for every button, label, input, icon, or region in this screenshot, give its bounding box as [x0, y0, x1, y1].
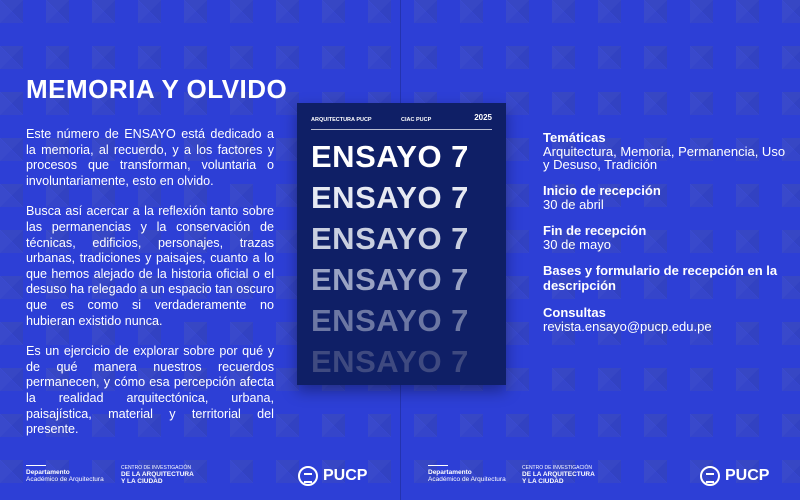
cover-title-5: ENSAYO 7	[311, 303, 469, 338]
bases-label: Bases y formulario de recepción en la descripción	[543, 263, 778, 293]
fin-block	[543, 223, 788, 251]
consultas-label: Consultas	[543, 305, 606, 320]
cover-header	[311, 113, 492, 127]
center-line-2-right: DE LA ARQUITECTURA	[522, 471, 595, 478]
info-column	[543, 130, 788, 345]
inicio-value: 30 de abril	[543, 197, 604, 212]
cover-rule	[311, 129, 492, 130]
pucp-wordmark-right: PUCP	[725, 467, 770, 484]
paragraph-3: Es un ejercicio de explorar sobre por qué y de qué manera nuestros recuerdos permanecen, y cómo esa percepción afecta la realidad arquitectónica, urbana, paisajística, material y territorial del presente.	[26, 344, 274, 437]
tematicas-label: Temáticas	[543, 130, 606, 145]
dept-line-1: Departamento	[26, 469, 70, 476]
pucp-wordmark: PUCP	[323, 467, 368, 484]
pucp-logo-right	[700, 466, 769, 486]
pucp-logo	[298, 466, 367, 486]
paragraph-2: Busca así acercar a la reflexión tanto sobre las permanencias y la conservación de técnicas, edificios, personajes, trazas urbanas, tradiciones y paisajes, cuanto a lo que hemos alejado de la historia oficial o el desuso ha relegado a un espacio tan oscuro que es como si verdaderamente no hubieran existido nunca.	[26, 204, 274, 328]
pucp-seal-icon-right	[700, 466, 720, 486]
center-line-1: CENTRO DE INVESTIGACIÓN	[121, 465, 192, 471]
consultas-block	[543, 305, 788, 333]
center-line-3: Y LA CIUDAD	[121, 478, 163, 485]
cover-title-4: ENSAYO 7	[311, 262, 469, 297]
center-line-3-right: Y LA CIUDAD	[522, 478, 564, 485]
dept-line-1-right: Departamento	[428, 469, 472, 476]
center-line-1-right: CENTRO DE INVESTIGACIÓN	[522, 465, 593, 471]
cover-title-1: ENSAYO 7	[311, 139, 469, 174]
paragraph-1: Este número de ENSAYO está dedicado a la memoria, al recuerdo, y a los factores y procesos que transforman, voluntaria o involuntariamente, esto en olvido.	[26, 127, 274, 188]
dept-line-2-right: Académico de Arquitectura	[428, 476, 506, 483]
bases-block	[543, 263, 788, 293]
tematicas-block	[543, 130, 788, 171]
pucp-seal-icon	[298, 466, 318, 486]
cover-title-6: ENSAYO 7	[311, 344, 469, 379]
department-logo	[26, 465, 104, 483]
inicio-block	[543, 183, 788, 211]
inicio-label: Inicio de recepción	[543, 183, 661, 198]
cover-publisher: ARQUITECTURA PUCP	[311, 117, 372, 123]
description-text	[26, 127, 274, 453]
cover-title-2: ENSAYO 7	[311, 180, 469, 215]
center-line-2: DE LA ARQUITECTURA	[121, 471, 194, 478]
tematicas-value: Arquitectura, Memoria, Permanencia, Uso y Desuso, Tradición	[543, 144, 786, 172]
fin-label: Fin de recepción	[543, 223, 647, 238]
page-title: MEMORIA Y OLVIDO	[26, 74, 288, 104]
cover-year: 2025	[474, 113, 492, 122]
department-logo-right	[428, 465, 506, 483]
dept-line-2: Académico de Arquitectura	[26, 476, 104, 483]
fin-value: 30 de mayo	[543, 237, 611, 252]
cover-center: CIAC PUCP	[401, 117, 432, 123]
cover-title-3: ENSAYO 7	[311, 221, 469, 256]
center-logo-right	[522, 465, 595, 485]
consultas-email[interactable]: revista.ensayo@pucp.edu.pe	[543, 319, 712, 334]
center-logo	[121, 465, 194, 485]
magazine-cover	[297, 103, 506, 385]
